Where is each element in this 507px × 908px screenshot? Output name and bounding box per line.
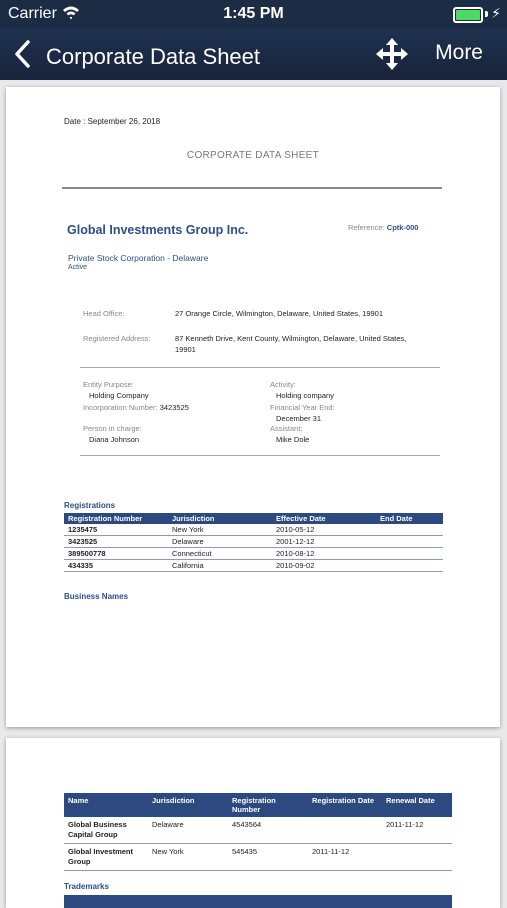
clock: 1:45 PM <box>223 5 284 22</box>
column-header: Name <box>64 793 148 817</box>
reference <box>348 223 418 232</box>
table-cell: Connecticut <box>168 548 272 560</box>
column-header: End Date <box>376 513 443 524</box>
table-cell: 2011-11-12 <box>382 817 452 844</box>
status-bar <box>0 0 507 28</box>
reference-label: Reference: <box>348 223 385 232</box>
table-cell: 2010-08-12 <box>272 548 376 560</box>
table-cell <box>376 524 443 536</box>
table-cell <box>308 817 382 844</box>
column-header: Jurisdiction <box>168 513 272 524</box>
trademarks-heading: Trademarks <box>64 882 109 891</box>
charging-bolt-icon: ⚡︎ <box>491 5 501 21</box>
table-cell: 2001-12-12 <box>272 536 376 548</box>
table-row <box>64 524 443 536</box>
table-cell <box>376 548 443 560</box>
company-status: Active <box>68 264 88 271</box>
table-cell <box>376 536 443 548</box>
company-name: Global Investments Group Inc. <box>67 223 249 237</box>
table-cell: 2010-05-12 <box>272 524 376 536</box>
assistant-label: Assistant: <box>270 424 303 433</box>
activity-value: Holding company <box>276 391 334 400</box>
table-cell: 3423525 <box>64 536 168 548</box>
financial-year-end-label: Financial Year End: <box>270 403 335 412</box>
financial-year-end-value: December 31 <box>276 414 322 423</box>
carrier-label: Carrier <box>8 5 57 22</box>
column-header: Effective Date <box>272 513 376 524</box>
document-date: Date : September 26, 2018 <box>64 117 161 126</box>
table-row <box>64 548 443 560</box>
document-page-2[interactable] <box>6 738 500 908</box>
table-cell: 389500778 <box>64 548 168 560</box>
table-cell: Global Investment Group <box>64 844 148 871</box>
divider <box>80 455 440 456</box>
table-row <box>64 536 443 548</box>
assistant-value: Mike Dole <box>276 435 310 444</box>
incorporation-number-label: Incorporation Number: <box>83 403 158 412</box>
column-header: Registration Number <box>228 793 308 817</box>
table-cell: New York <box>168 524 272 536</box>
table-cell: Global Business Capital Group <box>64 817 148 844</box>
activity-label: Activity: <box>270 380 296 389</box>
column-header: Registration Number <box>64 513 168 524</box>
table-cell: Delaware <box>148 817 228 844</box>
battery-tip <box>485 11 488 17</box>
column-header: Jurisdiction <box>148 793 228 817</box>
trademarks-table-header <box>64 895 452 908</box>
table-cell <box>376 560 443 572</box>
column-header: Registration Date <box>308 793 382 817</box>
incorporation-number-value: 3423525 <box>159 403 189 412</box>
table-row <box>64 817 452 844</box>
head-office-label: Head Office: <box>83 309 125 318</box>
page-title: Corporate Data Sheet <box>46 44 261 69</box>
table-row <box>64 844 452 871</box>
table-cell: 1235475 <box>64 524 168 536</box>
table-cell: California <box>168 560 272 572</box>
table-header-row <box>64 513 443 524</box>
registered-address-line2: 19901 <box>175 345 196 354</box>
table-cell: 2011-11-12 <box>308 844 382 871</box>
back-chevron-icon[interactable] <box>12 38 34 70</box>
table-row <box>64 560 443 572</box>
business-names-heading: Business Names <box>64 592 129 601</box>
entity-purpose-value: Holding Company <box>89 391 149 400</box>
registered-address-line1: 87 Kenneth Drive, Kent County, Wilmington, Delaware, United States, <box>175 334 407 343</box>
navigation-bar <box>0 28 507 80</box>
divider <box>80 367 440 368</box>
battery-icon <box>453 7 483 23</box>
registrations-table <box>64 513 443 572</box>
more-button[interactable]: More <box>435 41 483 64</box>
head-office-value: 27 Orange Circle, Wilmington, Delaware, United States, 19901 <box>175 309 384 318</box>
column-header: Renewal Date <box>382 793 452 817</box>
table-header-row <box>64 793 452 817</box>
registered-address-label: Registered Address: <box>83 334 151 343</box>
document-page-1[interactable] <box>6 87 500 727</box>
table-cell: 545435 <box>228 844 308 871</box>
table-cell: 434335 <box>64 560 168 572</box>
sheet-title: CORPORATE DATA SHEET <box>186 150 320 161</box>
business-names-table <box>64 793 452 871</box>
corporation-type: Private Stock Corporation - Delaware <box>68 253 209 263</box>
table-cell: Delaware <box>168 536 272 548</box>
person-in-charge-label: Person in charge: <box>83 424 142 433</box>
table-cell: 4543564 <box>228 817 308 844</box>
registrations-heading: Registrations <box>64 501 116 510</box>
move-arrows-icon[interactable] <box>376 38 408 70</box>
reference-value: Cptk-000 <box>386 223 419 232</box>
person-in-charge-value: Diana Johnson <box>89 435 140 444</box>
title-divider <box>62 187 442 189</box>
table-cell: New York <box>148 844 228 871</box>
table-cell <box>382 844 452 871</box>
table-cell: 2010-09-02 <box>272 560 376 572</box>
incorporation-number <box>83 403 189 412</box>
entity-purpose-label: Entity Purpose: <box>83 380 134 389</box>
